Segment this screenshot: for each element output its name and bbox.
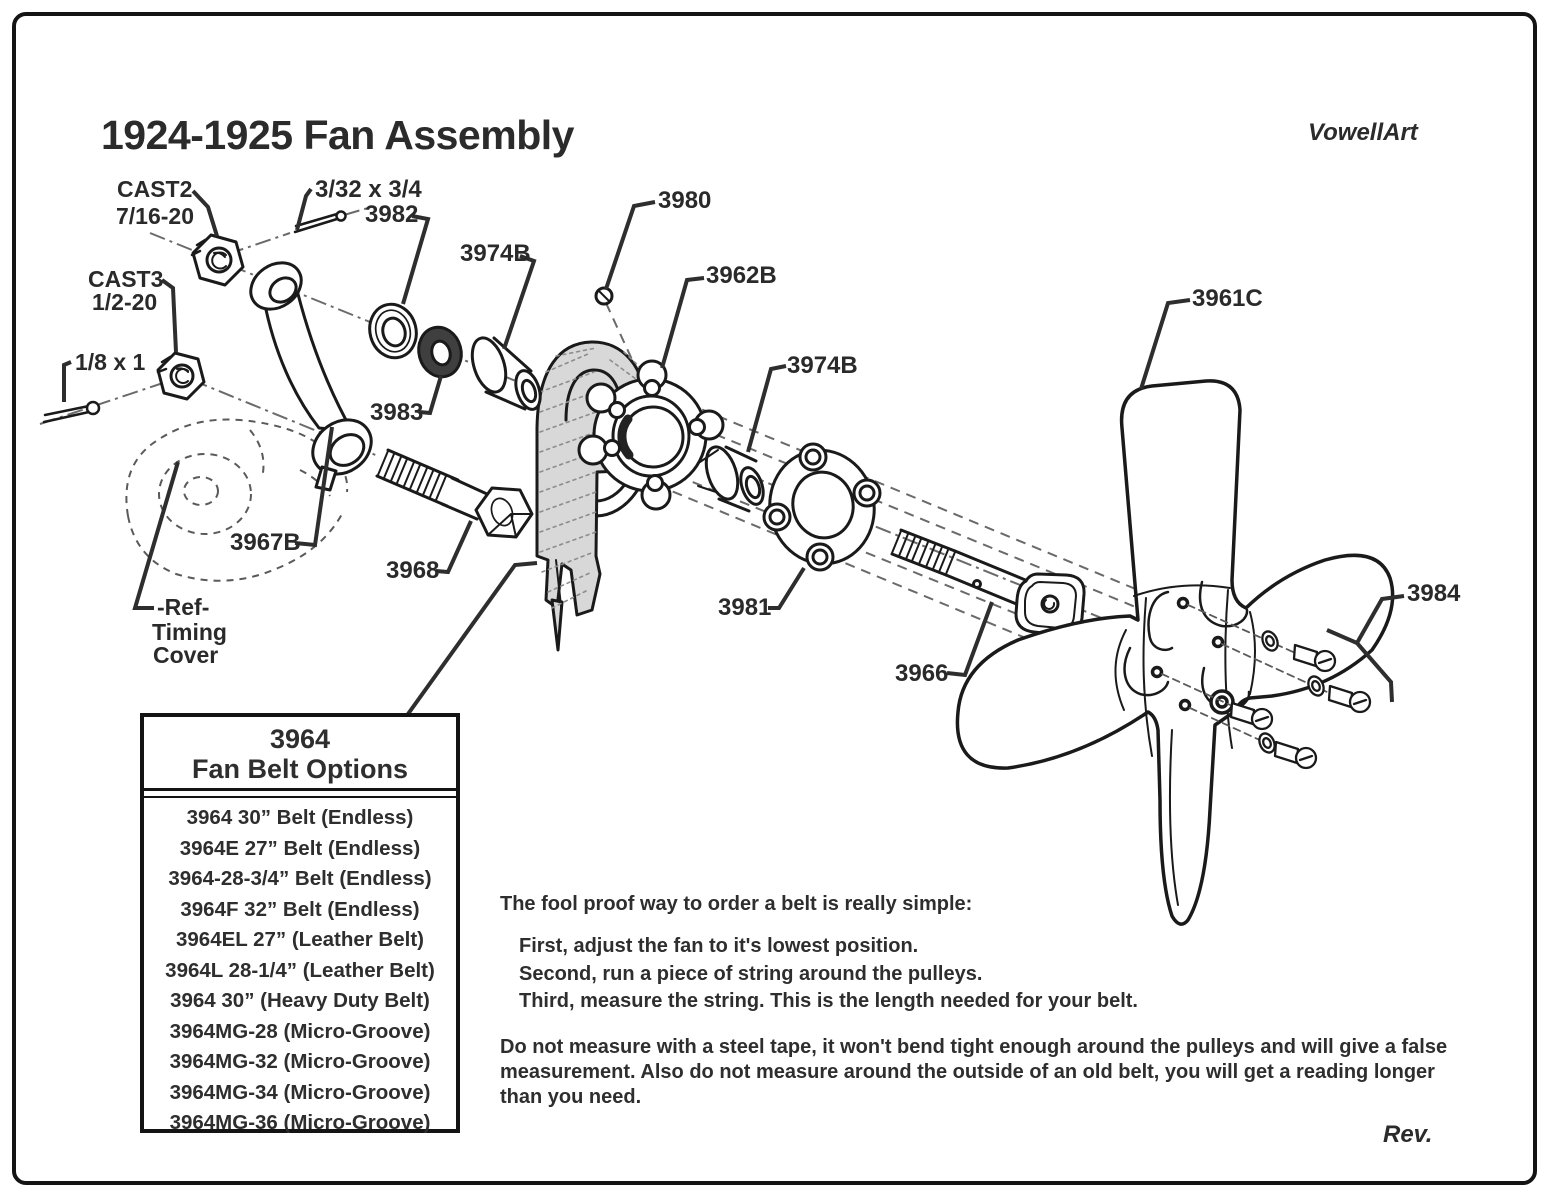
table-row: 3964MG-28 (Micro-Groove) xyxy=(169,1019,431,1043)
label-cotter-small: 3/32 x 3/4 xyxy=(315,176,422,203)
label-cast2-size: 7/16-20 xyxy=(116,203,195,229)
page-title: 1924-1925 Fan Assembly xyxy=(101,112,574,158)
label-plate-3981: 3981 xyxy=(718,594,772,621)
label-felt-3983: 3983 xyxy=(370,399,424,426)
table-row: 3964MG-34 (Micro-Groove) xyxy=(169,1080,431,1104)
label-washer-3982: 3982 xyxy=(365,201,419,228)
label-arm-3967b: 3967B xyxy=(230,529,301,556)
cotter-pin-large xyxy=(44,402,99,422)
label-ref-line2: Timing xyxy=(152,619,227,645)
label-fan-3961c: 3961C xyxy=(1192,285,1263,312)
castle-nut-cast2 xyxy=(192,235,243,285)
label-ref-line1: -Ref- xyxy=(157,594,210,620)
castle-nut-cast3 xyxy=(158,353,204,399)
felt-washer xyxy=(413,322,467,381)
table-row: 3964MG-32 (Micro-Groove) xyxy=(169,1050,431,1073)
table-row: 3964 30” Belt (Endless) xyxy=(186,806,414,829)
table-header-number: 3964 xyxy=(269,724,331,754)
label-cotter-large: 1/8 x 1 xyxy=(75,349,146,375)
instruction-step: Third, measure the string. This is the length needed for your belt. xyxy=(519,990,1138,1012)
table-row: 3964MG-36 (Micro-Groove) xyxy=(169,1111,431,1134)
label-cast2: CAST2 xyxy=(117,176,193,202)
bolt-threads xyxy=(378,451,446,500)
ordering-instructions xyxy=(500,893,1468,1110)
table-row: 3964 30” (Heavy Duty Belt) xyxy=(170,989,430,1012)
label-shaft-3966: 3966 xyxy=(895,660,949,687)
label-hub-3962b: 3962B xyxy=(706,262,777,289)
label-cast3: CAST3 xyxy=(88,266,164,292)
revision-mark: Rev. xyxy=(1383,1121,1433,1148)
label-bushing-right-3974b: 3974B xyxy=(787,352,858,379)
label-bushing-left-3974b: 3974B xyxy=(460,240,531,267)
label-ref-line3: Cover xyxy=(153,642,219,668)
label-screws-3984: 3984 xyxy=(1407,580,1461,607)
table-row: 3964L 28-1/4” (Leather Belt) xyxy=(165,958,435,982)
instruction-step: First, adjust the fan to it's lowest position. xyxy=(519,935,919,957)
table-divider xyxy=(144,788,456,798)
label-screw-3980: 3980 xyxy=(658,187,712,214)
instructions-intro: The fool proof way to order a belt is really simple: xyxy=(500,893,973,915)
arm-bolt xyxy=(377,450,532,537)
hub-screw xyxy=(596,288,612,304)
label-bolt-3968: 3968 xyxy=(386,557,440,584)
measurement-warning: Do not measure with a steel tape, it won't bend tight enough around the pulleys and will give a false measurement. Also do not measure around the outside of an old belt, you will get a reading longer than you need. xyxy=(500,1035,1448,1108)
table-row: 3964F 32” Belt (Endless) xyxy=(180,897,420,921)
instruction-step: Second, run a piece of string around the pulleys. xyxy=(519,962,983,985)
table-row: 3964-28-3/4” Belt (Endless) xyxy=(168,867,432,890)
artist-credit: VowellArt xyxy=(1308,119,1418,146)
table-row: 3964E 27” Belt (Endless) xyxy=(179,836,421,860)
table-row: 3964EL 27” (Leather Belt) xyxy=(175,928,424,951)
table-header-title: Fan Belt Options xyxy=(192,754,408,784)
label-cast3-size: 1/2-20 xyxy=(92,289,158,315)
fan-belt-options-table xyxy=(140,713,460,1133)
bushing-right xyxy=(698,443,767,511)
washer xyxy=(364,299,422,363)
